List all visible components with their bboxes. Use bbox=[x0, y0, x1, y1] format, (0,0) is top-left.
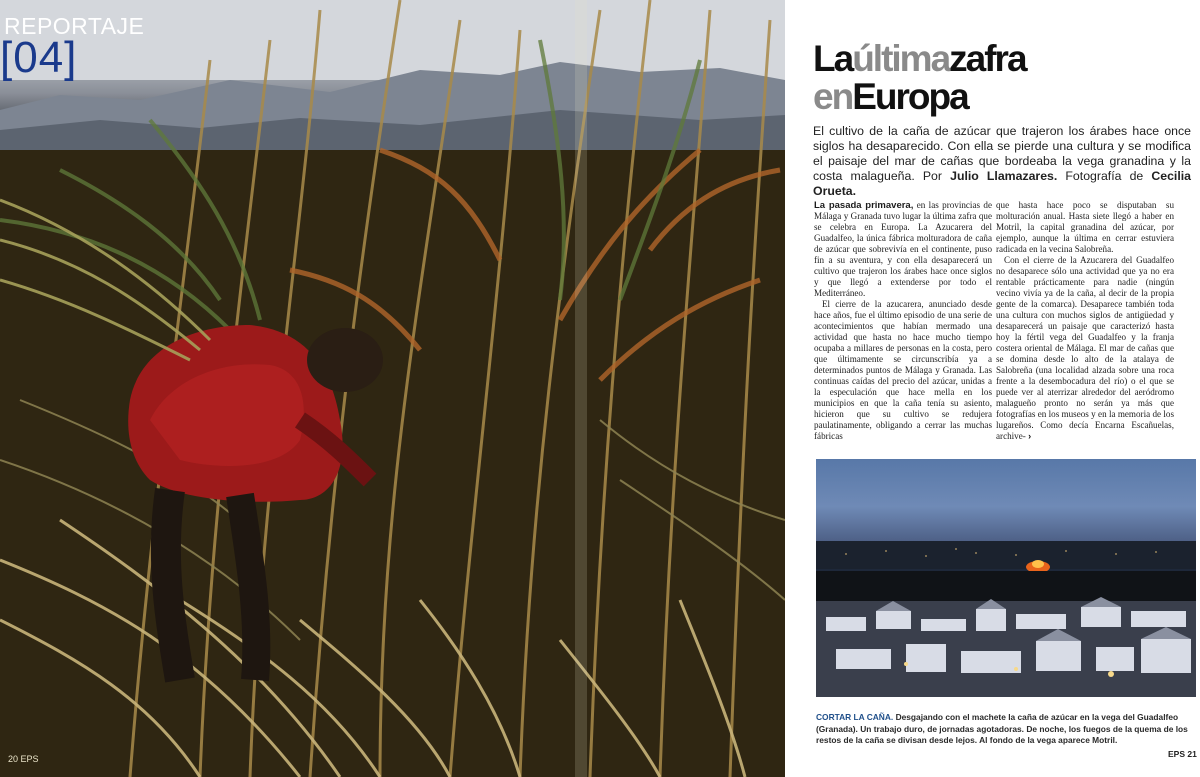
page-folio-left: 20 EPS bbox=[8, 754, 39, 764]
night-town-illustration bbox=[816, 459, 1196, 697]
lead-in: La pasada primavera, bbox=[814, 200, 914, 211]
paragraph-text: El cierre de la azucarera, anunciado desde hace años, fue el último episodio de una serie de acontecimientos que habían mermado una actividad que hasta no hace mucho tiempo ocupaba a millares de personas en la costa, pero que últimamente se circunscribía ya a determinados puntos de Málaga y Granada. Las continuas caídas del precio del azúcar, unidas a la especulación que hace mella en los municipios en que la caña tenía su asiento, hicieron que su cultivo se redujera paulatinamente, obligando a cerrar las muchas fábricas bbox=[814, 299, 992, 441]
body-column-1 bbox=[814, 200, 992, 442]
continue-arrow-icon: › bbox=[1028, 431, 1032, 441]
headline-word-la: La bbox=[813, 38, 853, 79]
headline-word-zafra: zafra bbox=[949, 38, 1026, 79]
body-column-2 bbox=[996, 200, 1174, 442]
headline-word-en: en bbox=[813, 76, 853, 117]
article-headline bbox=[813, 40, 1200, 116]
motril-night-photo bbox=[816, 459, 1196, 697]
article-standfirst bbox=[813, 124, 1191, 199]
caption-heading: CORTAR LA CAÑA. bbox=[816, 712, 894, 722]
body-paragraph bbox=[814, 200, 992, 299]
paragraph-text: Con el cierre de la Azucarera del Guadalfeo no desaparece sólo una actividad que ya no era rentable prácticamente para nadie (ningún vecino vivía ya de la caña, al decir de la propia gente de la comarca). Desaparece también toda una cultura con muchos siglos de antigüedad y desaparecerá un paisaje que caracterizó hasta hoy la fértil vega del Guadalfeo y la franja costera oriental de Málaga. El mar de cañas que se domina desde lo alto de la atalaya de Salobreña (una localidad alzada sobre una roca frente a la desembocadura del río) o el que se puede ver al aterrizar alrededor del aeródromo malagueño pronto no serán ya más que fotografías en los museos y en la memoria de los lugareños. Como decía Encarna Escañuelas, archive- bbox=[996, 255, 1174, 441]
paragraph-text: en las provincias de Málaga y Granada tuvo lugar la última zafra que se celebra en Europa. La Azucarera del Guadalfeo, la única fábrica molturadora de caña de azúcar que sobrevivía en el continente, puso fin a su aventura, y con ella desaparecerá un cultivo que trajeron los árabes hace once siglos y que llegó a extenderse por todo el Mediterráneo. bbox=[814, 200, 992, 298]
section-label: REPORTAJE bbox=[4, 13, 145, 39]
body-paragraph bbox=[996, 255, 1174, 442]
body-paragraph bbox=[814, 299, 992, 442]
photo-caption bbox=[816, 712, 1194, 747]
headline-word-europa: Europa bbox=[852, 76, 968, 117]
headline-word-ultima: última bbox=[852, 38, 950, 79]
paragraph-text: que hasta hace poco se disputaban su molturación anual. Hasta siete llegó a haber en Motril, la capital granadina del azúcar, por ejemplo, aunque la última en cerrar estuviera radicada en la vecina Salobreña. bbox=[996, 200, 1174, 254]
section-number: [04] bbox=[0, 33, 78, 82]
standfirst-text: El cultivo de la caña de azúcar que trajeron los árabes hace once siglos ha desaparecido. Con ella se pierde una cultura y se modifica el paisaje del mar de cañas que bordeaba la vega granadina y la costa malagueña. Por bbox=[813, 124, 1191, 183]
article-page bbox=[785, 0, 1200, 777]
body-paragraph bbox=[996, 200, 1174, 255]
photo-credit-prefix: Fotografía de bbox=[1065, 169, 1144, 183]
author-name: Julio Llamazares. bbox=[950, 169, 1058, 183]
caption-text: Desgajando con el machete la caña de azúcar en la vega del Guadalfeo (Granada). Un trabajo duro, de jornadas agotadoras. De noche, los fuegos de la quema de los restos de la caña se divisan desde lejos. Al fondo de la vega aparece Motril. bbox=[816, 712, 1188, 745]
page-folio-right: EPS 21 bbox=[1168, 749, 1197, 759]
photographer-name: Cecilia Orueta. bbox=[813, 169, 1192, 198]
